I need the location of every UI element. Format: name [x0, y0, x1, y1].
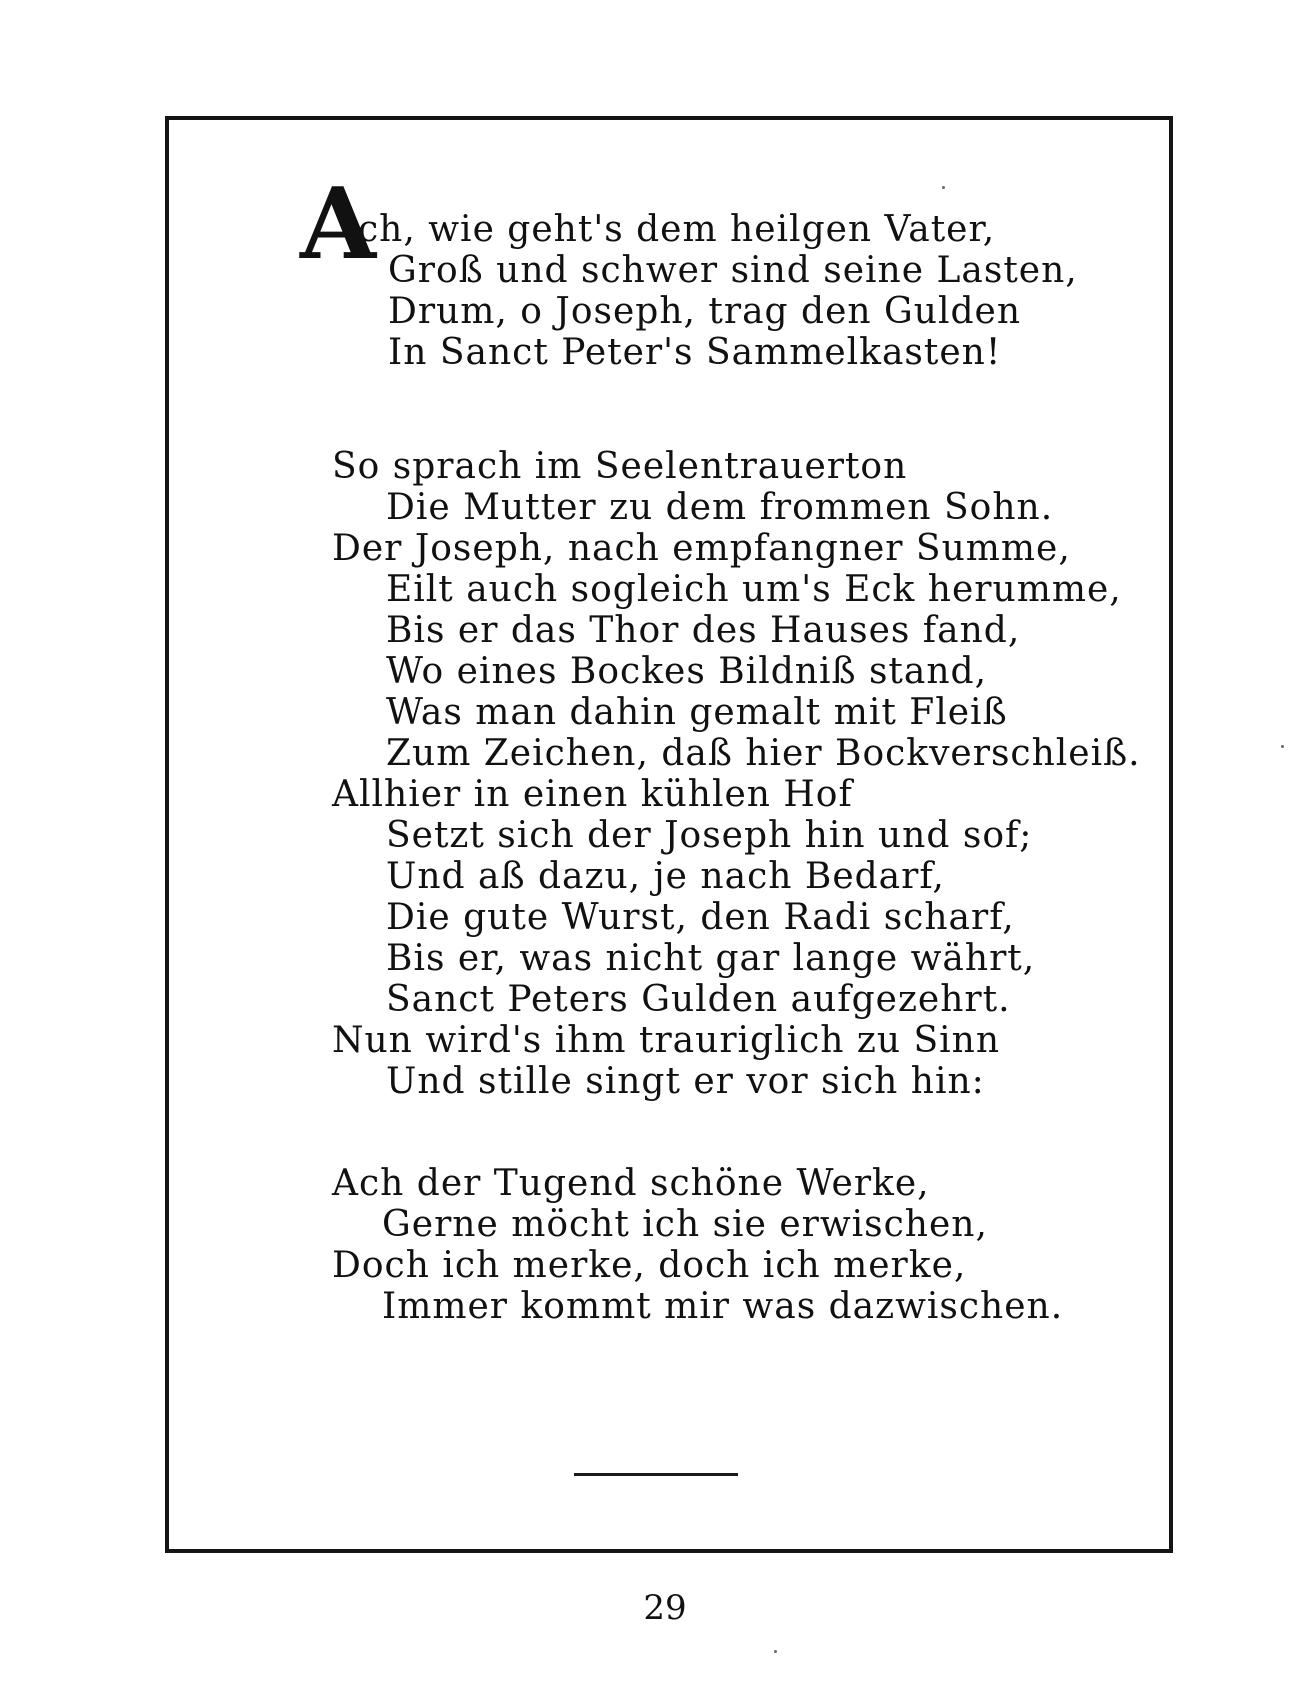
poem-line-s2-11: Und aß dazu, je nach Bedarf,	[386, 856, 945, 897]
poem-line-s2-10: Setzt sich der Joseph hin und sof;	[386, 815, 1033, 856]
poem-line-s2-9: Allhier in einen kühlen Hof	[332, 774, 853, 815]
poem-line-s2-8: Zum Zeichen, daß hier Bockverschleiß.	[386, 733, 1141, 774]
scan-speck	[774, 1650, 777, 1653]
scan-speck	[942, 186, 945, 189]
poem-line-s2-15: Nun wird's ihm trauriglich zu Sinn	[332, 1020, 1001, 1061]
closing-rule	[574, 1473, 738, 1476]
poem-line-s1-3: Drum, o Joseph, trag den Gulden	[388, 291, 1021, 332]
poem-line-s3-1: Ach der Tugend schöne Werke,	[332, 1163, 930, 1204]
poem-line-s2-14: Sanct Peters Gulden aufgezehrt.	[386, 979, 1011, 1020]
poem-line-s3-3: Doch ich merke, doch ich merke,	[332, 1245, 967, 1286]
page-number: 29	[643, 1588, 687, 1628]
poem-line-s2-6: Wo eines Bockes Bildniß stand,	[386, 651, 988, 692]
scan-speck	[1281, 745, 1284, 748]
poem-line-s2-3: Der Joseph, nach empfangner Summe,	[332, 528, 1071, 569]
poem-line-s1-2: Groß und schwer sind seine Lasten,	[388, 250, 1078, 291]
poem-line-s2-13: Bis er, was nicht gar lange währt,	[386, 938, 1036, 979]
poem-line-s1-1: ch, wie geht's dem heilgen Vater,	[358, 209, 996, 250]
poem-line-s3-4: Immer kommt mir was dazwischen.	[382, 1286, 1064, 1327]
poem-line-s3-2: Gerne möcht ich sie erwischen,	[382, 1204, 988, 1245]
drop-cap-initial: A	[300, 167, 377, 282]
poem-line-s2-12: Die gute Wurst, den Radi scharf,	[386, 897, 1015, 938]
poem-line-s2-1: So sprach im Seelentrauerton	[332, 446, 908, 487]
poem-line-s2-2: Die Mutter zu dem frommen Sohn.	[386, 487, 1054, 528]
poem-line-s2-4: Eilt auch sogleich um's Eck herumme,	[386, 569, 1122, 610]
poem-line-s2-16: Und stille singt er vor sich hin:	[386, 1061, 985, 1102]
poem-line-s2-7: Was man dahin gemalt mit Fleiß	[386, 692, 1008, 733]
poem-line-s2-5: Bis er das Thor des Hauses fand,	[386, 610, 1021, 651]
poem-line-s1-4: In Sanct Peter's Sammelkasten!	[388, 332, 1002, 373]
